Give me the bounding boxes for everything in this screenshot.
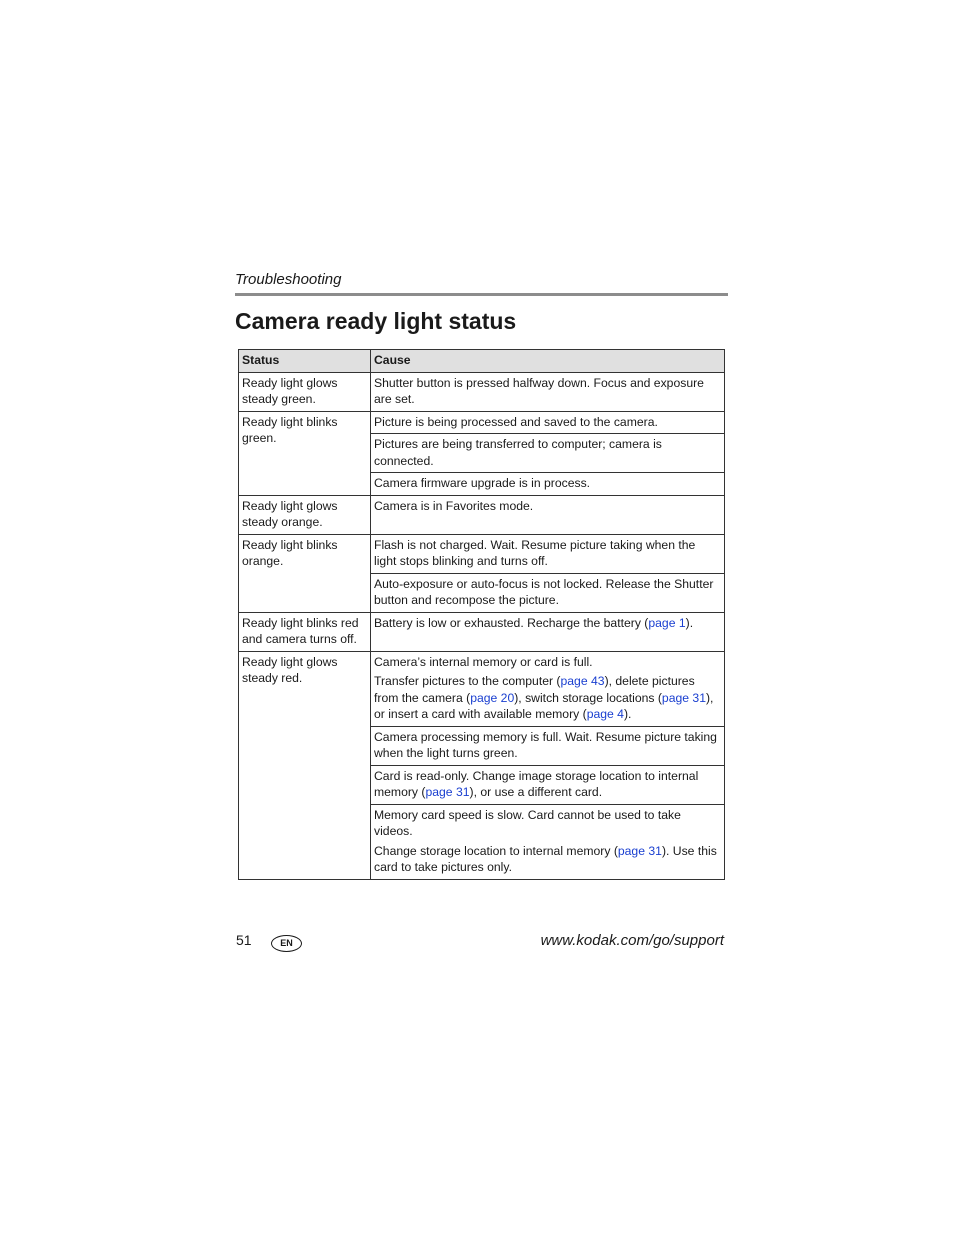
- page-reference-link[interactable]: page 31: [661, 690, 706, 705]
- table-body: [239, 372, 725, 879]
- page-number: 51: [236, 932, 252, 948]
- cause-text: [374, 436, 721, 469]
- cause-cell: [371, 372, 725, 411]
- cause-cell: [371, 495, 725, 534]
- header-rule: [235, 293, 728, 296]
- cause-text: [374, 807, 721, 840]
- cause-text: [374, 537, 721, 570]
- cause-cell: [371, 411, 725, 434]
- ready-light-status-table: [238, 349, 725, 880]
- cause-cell: [371, 651, 725, 726]
- page-reference-link[interactable]: page 4: [586, 707, 624, 721]
- page-reference-link[interactable]: page 31: [617, 843, 662, 858]
- table-row: [239, 612, 725, 651]
- text-segment: Shutter button is pressed halfway down. Focus and exposure are set.: [374, 375, 704, 406]
- cause-cell: [371, 726, 725, 765]
- text-segment: ), or insert a card with available memory (: [374, 690, 714, 721]
- cause-cell: [371, 573, 725, 612]
- text-segment: Camera’s internal memory or card is full.: [374, 654, 593, 669]
- status-cell: Ready light blinks orange.: [239, 534, 371, 612]
- cause-text: [374, 673, 721, 723]
- status-cell: Ready light blinks red and camera turns off.: [239, 612, 371, 651]
- text-segment: Card is read-only. Change image storage location to internal memory (: [374, 768, 699, 799]
- page-reference-link[interactable]: page 31: [425, 785, 470, 799]
- cause-cell: [371, 473, 725, 496]
- text-segment: Camera firmware upgrade is in process.: [374, 476, 591, 490]
- cause-text: [374, 615, 721, 632]
- text-segment: ). Use this card to take pictures only.: [374, 843, 717, 874]
- cause-cell: [371, 765, 725, 804]
- text-segment: Flash is not charged. Wait. Resume picture taking when the light stops blinking and turns off.: [374, 537, 696, 568]
- cause-text: [374, 414, 721, 431]
- text-segment: Camera processing memory is full. Wait. Resume picture taking when the light turns green.: [374, 729, 717, 760]
- text-segment: Transfer pictures to the computer (: [374, 674, 561, 688]
- cause-text: [374, 843, 721, 876]
- cause-column-header: Cause: [371, 350, 725, 373]
- cause-cell: [371, 804, 725, 879]
- text-segment: ), or use a different card.: [469, 785, 603, 799]
- status-cell: Ready light blinks green.: [239, 411, 371, 495]
- text-segment: ), switch storage locations (: [514, 690, 662, 705]
- page-reference-link[interactable]: page 43: [560, 674, 605, 688]
- status-cell: Ready light glows steady orange.: [239, 495, 371, 534]
- page-reference-link[interactable]: page 1: [648, 615, 686, 630]
- cause-cell: [371, 434, 725, 473]
- status-column-header: Status: [239, 350, 371, 373]
- text-segment: Auto-exposure or auto-focus is not locked. Release the Shutter button and recompose the picture.: [374, 576, 714, 607]
- text-segment: Picture is being processed and saved to the camera.: [374, 414, 658, 429]
- table-row: [239, 651, 725, 726]
- text-segment: Change storage location to internal memory (: [374, 843, 618, 858]
- status-cell: Ready light glows steady green.: [239, 372, 371, 411]
- page-title: Camera ready light status: [235, 308, 517, 334]
- cause-text: [374, 576, 721, 609]
- text-segment: ).: [623, 707, 632, 721]
- text-segment: ).: [685, 615, 694, 630]
- text-segment: ), delete pictures from the camera (: [374, 674, 695, 705]
- text-segment: Battery is low or exhausted. Recharge the battery (: [374, 615, 649, 630]
- cause-text: [374, 654, 721, 671]
- cause-cell: [371, 612, 725, 651]
- language-badge: EN: [271, 935, 302, 952]
- text-segment: Memory card speed is slow. Card cannot be used to take videos.: [374, 807, 681, 838]
- cause-text: [374, 768, 721, 801]
- text-segment: Camera is in Favorites mode.: [374, 498, 534, 513]
- table-row: [239, 411, 725, 434]
- cause-text: [374, 498, 721, 515]
- text-segment: Pictures are being transferred to computer; camera is connected.: [374, 437, 662, 468]
- cause-text: [374, 375, 721, 408]
- support-url[interactable]: www.kodak.com/go/support: [540, 932, 724, 949]
- cause-text: [374, 475, 721, 492]
- page-reference-link[interactable]: page 20: [470, 690, 515, 705]
- cause-text: [374, 729, 721, 762]
- table-row: [239, 495, 725, 534]
- table-row: [239, 534, 725, 573]
- cause-cell: [371, 534, 725, 573]
- status-cell: Ready light glows steady red.: [239, 651, 371, 879]
- table-row: [239, 372, 725, 411]
- section-label: Troubleshooting: [235, 271, 342, 288]
- table-header-row: [239, 350, 725, 373]
